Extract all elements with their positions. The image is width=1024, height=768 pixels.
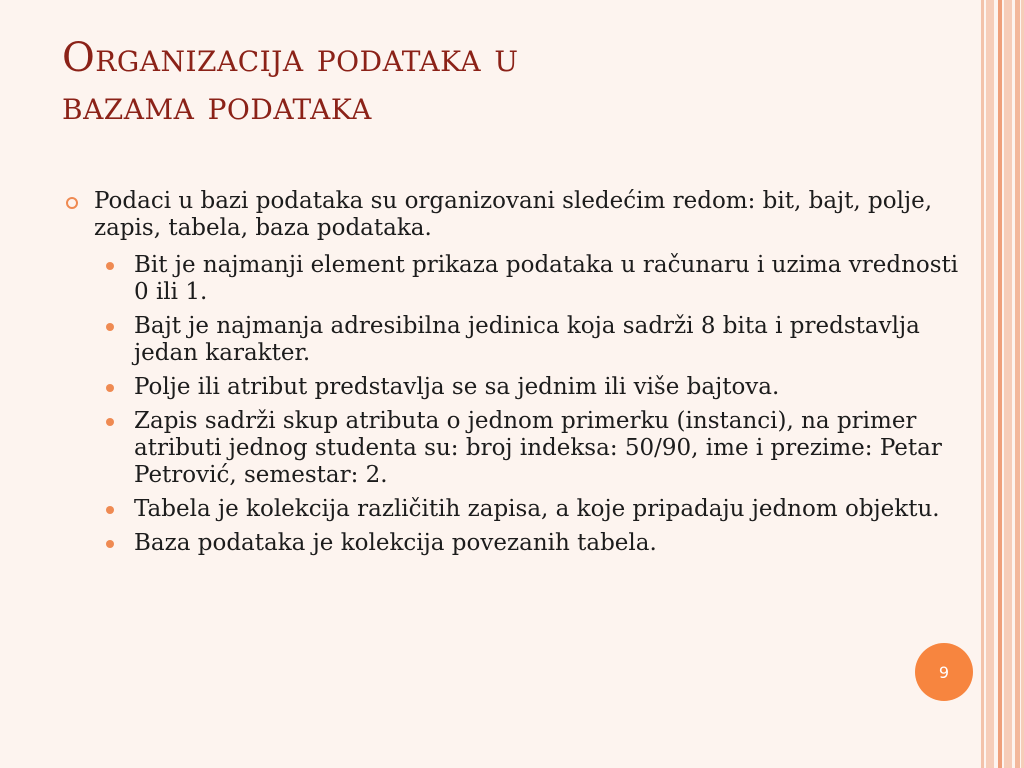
dot-bullet-icon — [106, 418, 114, 426]
sub-bullet-text: Zapis sadrži skup atributa o jednom primerku (instanci), na primer atributi jednog studenta su: broj indeksa: 50/90, ime i prezime: Petar Petrović, semestar: 2. — [134, 408, 942, 488]
page-number-badge — [915, 643, 973, 701]
sub-bullet-text: Tabela je kolekcija različitih zapisa, a koje pripadaju jednom objektu. — [134, 496, 940, 522]
sub-bullet-text: Polje ili atribut predstavlja se sa jednim ili više bajtova. — [134, 374, 780, 400]
slide-title-line-2: bazama podataka — [62, 83, 372, 129]
dot-bullet-icon — [106, 384, 114, 392]
sub-bullet-item — [134, 252, 962, 306]
dot-bullet-icon — [106, 323, 114, 331]
sub-bullet-text: Bajt je najmanja adresibilna jedinica koja sadrži 8 bita i predstavlja jedan karakter. — [134, 313, 920, 366]
sub-bullet-item — [134, 408, 962, 489]
sub-bullet-item — [134, 374, 962, 401]
main-bullet-item — [62, 188, 962, 242]
dot-bullet-icon — [106, 506, 114, 514]
slide-content — [62, 188, 962, 564]
sub-bullet-text: Bit je najmanji element prikaza podataka u računaru i uzima vrednosti 0 ili 1. — [134, 252, 959, 305]
page-number: 9 — [938, 662, 950, 682]
dot-bullet-icon — [106, 262, 114, 270]
sub-bullet-item — [134, 530, 962, 557]
slide-title — [62, 34, 942, 130]
slide-title-line-1: Organizacija podataka u — [62, 35, 519, 81]
dot-bullet-icon — [106, 540, 114, 548]
sub-bullet-text: Baza podataka je kolekcija povezanih tabela. — [134, 530, 657, 556]
main-bullet-text: Podaci u bazi podataka su organizovani sledećim redom: bit, bajt, polje, zapis, tabela, baza podataka. — [94, 188, 933, 241]
sub-bullet-item — [134, 496, 962, 523]
decorative-stripes — [976, 0, 1024, 768]
ring-bullet-icon — [66, 197, 78, 209]
sub-bullet-item — [134, 313, 962, 367]
